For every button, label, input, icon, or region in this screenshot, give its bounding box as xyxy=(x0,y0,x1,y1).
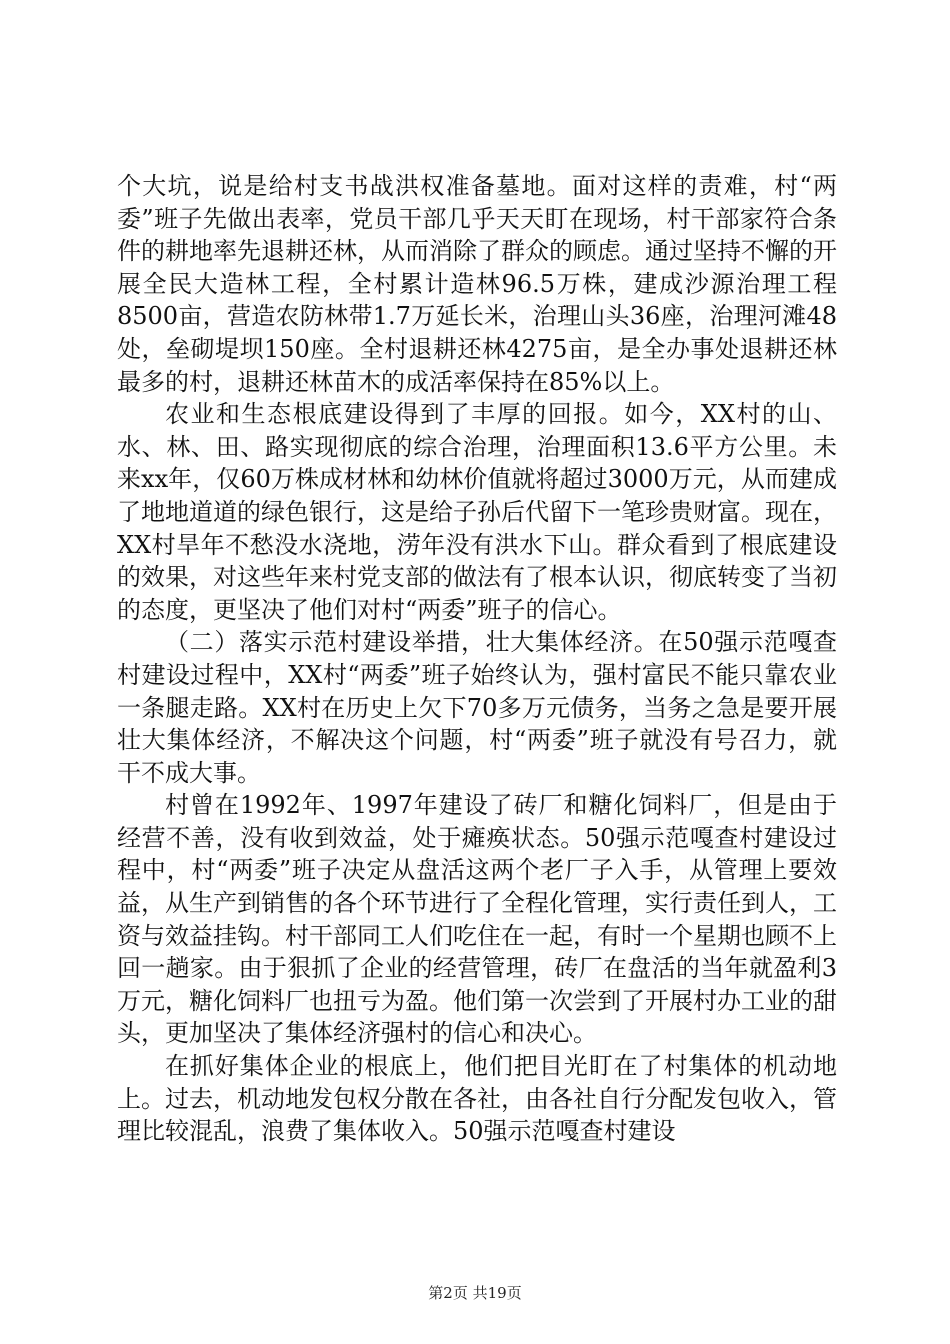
paragraph-1: 个大坑，说是给村支书战洪权准备墓地。面对这样的责难，村“两委”班子先做出表率，党员干部几乎天天盯在现场，村干部家符合条件的耕地率先退耕还林，从而消除了群众的顾虑。通过坚持不懈的开展全民大造林工程，全村累计造林96.5万株，建成沙源治理工程8500亩，营造农防林带1.7万延长米，治理山头36座，治理河滩48处，垒砌堤坝150座。全村退耕还林4275亩，是全办事处退耕还林最多的村，退耕还林苗木的成活率保持在85%以上。 xyxy=(117,172,837,396)
paragraph-3: （二）落实示范村建设举措，壮大集体经济。在50强示范嘎查村建设过程中，XX村“两委”班子始终认为，强村富民不能只靠农业一条腿走路。XX村在历史上欠下70多万元债务，当务之急是要开展壮大集体经济，不解决这个问题，村“两委”班子就没有号召力，就干不成大事。 xyxy=(117,628,837,787)
page-footer xyxy=(0,1283,950,1303)
paragraph-2: 农业和生态根底建设得到了丰厚的回报。如今，XX村的山、水、林、田、路实现彻底的综合治理，治理面积13.6平方公里。未来xx年，仅60万株成材林和幼林价值就将超过3000万元，从而建成了地地道道的绿色银行，这是给子孙后代留下一笔珍贵财富。现在，XX村旱年不愁没水浇地，涝年没有洪水下山。群众看到了根底建设的效果，对这些年来村党支部的做法有了根本认识，彻底转变了当初的态度，更坚决了他们对村“两委”班子的信心。 xyxy=(117,400,837,624)
paragraph-4: 村曾在1992年、1997年建设了砖厂和糖化饲料厂，但是由于经营不善，没有收到效益，处于瘫痪状态。50强示范嘎查村建设过程中，村“两委”班子决定从盘活这两个老厂子入手，从管理上要效益，从生产到销售的各个环节进行了全程化管理，实行责任到人，工资与效益挂钩。村干部同工人们吃住在一起，有时一个星期也顾不上回一趟家。由于狠抓了企业的经营管理，砖厂在盘活的当年就盈利3万元，糖化饲料厂也扭亏为盈。他们第一次尝到了开展村办工业的甜头，更加坚决了集体经济强村的信心和决心。 xyxy=(117,791,837,1048)
page-number: 第2页 共19页 xyxy=(428,1284,522,1302)
paragraph-5: 在抓好集体企业的根底上，他们把目光盯在了村集体的机动地上。过去，机动地发包权分散在各社，由各社自行分配发包收入，管理比较混乱，浪费了集体收入。50强示范嘎查村建设 xyxy=(117,1052,837,1146)
document-body xyxy=(117,170,837,1148)
